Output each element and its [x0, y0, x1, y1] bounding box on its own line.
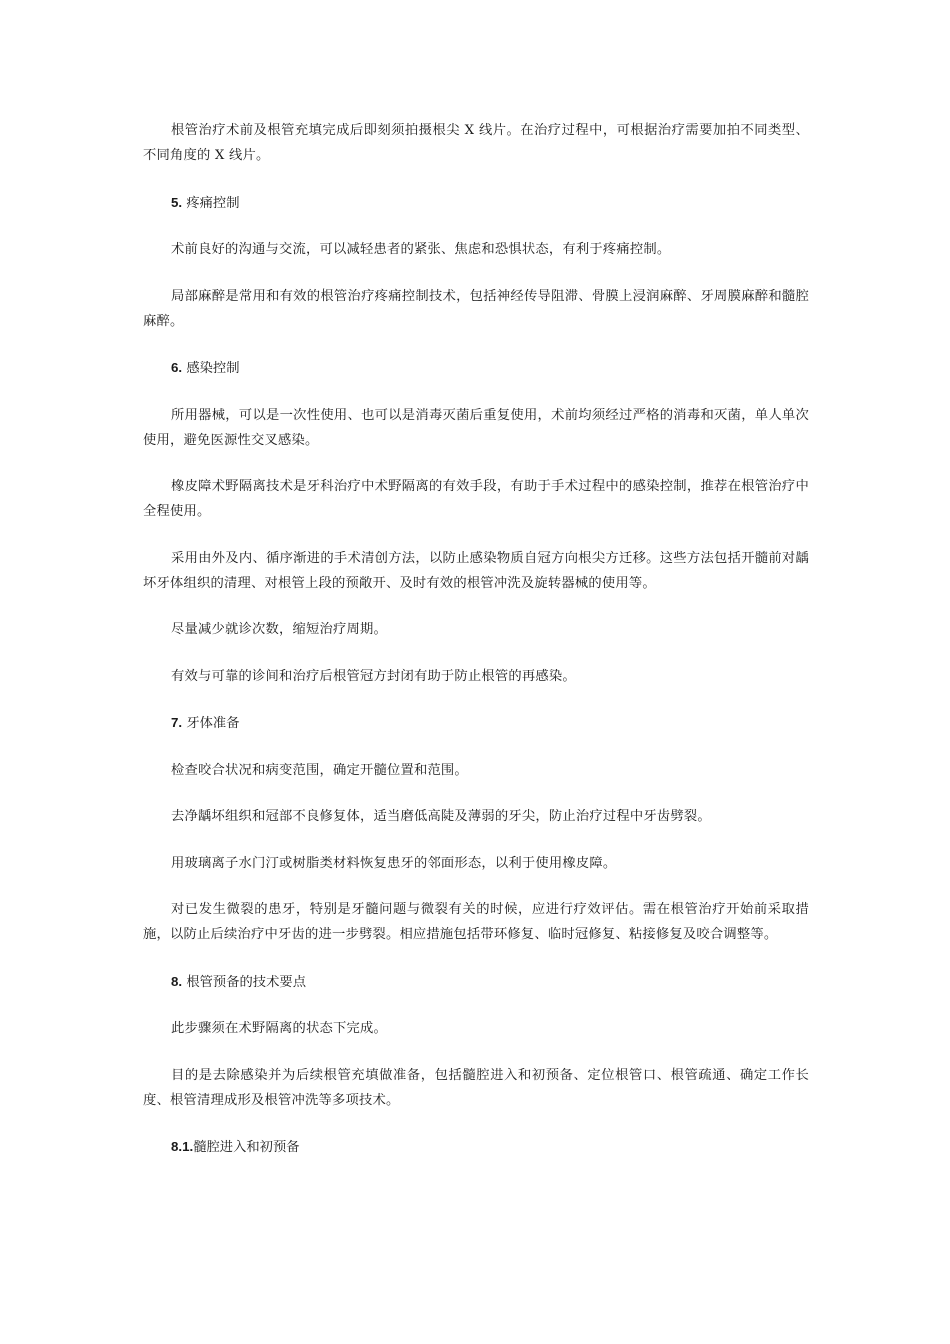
section-heading	[143, 969, 809, 995]
paragraph-gap	[143, 524, 809, 546]
paragraph-gap	[143, 689, 809, 711]
paragraph-gap	[143, 642, 809, 664]
body-paragraph: 目的是去除感染并为后续根管充填做准备，包括髓腔进入和初预备、定位根管口、根管疏通、确定工作长度、根管清理成形及根管冲洗等多项技术。	[143, 1067, 809, 1108]
paragraph-gap	[143, 947, 809, 969]
section-title: 疼痛控制	[182, 195, 240, 211]
paragraph-gap	[143, 876, 809, 898]
paragraph-gap	[143, 736, 809, 758]
body-paragraph: 有效与可靠的诊间和治疗后根管冠方封闭有助于防止根管的再感染。	[171, 668, 576, 684]
body-paragraph: 尽量减少就诊次数，缩短治疗周期。	[171, 622, 387, 637]
body-paragraph: 术前良好的沟通与交流，可以减轻患者的紧张、焦虑和恐惧状态，有利于疼痛控制。	[171, 242, 671, 257]
body-paragraph: 根管治疗术前及根管充填完成后即刻须拍摄根尖 X 线片。在治疗过程中，可根据治疗需要加拍不同类型、不同角度的 X 线片。	[143, 123, 809, 163]
section-heading	[143, 190, 809, 216]
body-paragraph: 用玻璃离子水门汀或树脂类材料恢复患牙的邻面形态，以利于使用橡皮障。	[171, 855, 617, 871]
section-title: 髓腔进入和初预备	[193, 1140, 300, 1155]
paragraph-gap	[143, 1041, 809, 1063]
section-heading	[143, 710, 809, 736]
body-paragraph: 采用由外及内、循序渐进的手术清创方法，以防止感染物质自冠方向根尖方迁移。这些方法包括开髓前对龋坏牙体组织的清理、对根管上段的预敞开、及时有效的根管冲洗及旋转器械的使用等。	[143, 550, 809, 591]
paragraph-gap	[143, 381, 809, 403]
paragraph-gap	[143, 216, 809, 238]
section-title: 根管预备的技术要点	[182, 974, 306, 990]
paragraph-gap	[143, 168, 809, 190]
body-paragraph: 所用器械，可以是一次性使用、也可以是消毒灭菌后重复使用，术前均须经过严格的消毒和灭菌，单人单次使用，避免医源性交叉感染。	[143, 407, 809, 448]
section-heading	[143, 355, 809, 381]
paragraph-gap	[143, 596, 809, 618]
body-paragraph: 橡皮障术野隔离技术是牙科治疗中术野隔离的有效手段，有助于手术过程中的感染控制，推荐在根管治疗中全程使用。	[143, 479, 809, 519]
section-number: 8.	[171, 973, 183, 989]
body-paragraph: 去净龋坏组织和冠部不良修复体，适当磨低高陡及薄弱的牙尖，防止治疗过程中牙齿劈裂。	[171, 809, 711, 824]
body-paragraph: 对已发生微裂的患牙，特别是牙髓问题与微裂有关的时候，应进行疗效评估。需在根管治疗开始前采取措施，以防止后续治疗中牙齿的进一步劈裂。相应措施包括带环修复、临时冠修复、粘接修复及咬合调整等。	[143, 902, 809, 942]
body-paragraph: 局部麻醉是常用和有效的根管治疗疼痛控制技术，包括神经传导阻滞、骨膜上浸润麻醉、牙周膜麻醉和髓腔麻醉。	[143, 288, 809, 329]
body-paragraph: 检查咬合状况和病变范围，确定开髓位置和范围。	[171, 762, 468, 778]
section-number: 8.1.	[171, 1139, 194, 1154]
paragraph-gap	[143, 995, 809, 1017]
paragraph-gap	[143, 453, 809, 475]
body-paragraph: 此步骤须在术野隔离的状态下完成。	[171, 1021, 387, 1036]
document-body	[143, 118, 809, 1160]
paragraph-gap	[143, 829, 809, 851]
paragraph-gap	[143, 262, 809, 284]
paragraph-gap	[143, 1113, 809, 1135]
section-title: 感染控制	[182, 361, 240, 376]
section-number: 7.	[171, 715, 183, 730]
paragraph-gap	[143, 783, 809, 805]
section-heading	[143, 1134, 809, 1160]
paragraph-gap	[143, 334, 809, 356]
section-number: 6.	[171, 360, 183, 375]
section-number: 5.	[171, 194, 183, 210]
section-title: 牙体准备	[182, 716, 240, 731]
